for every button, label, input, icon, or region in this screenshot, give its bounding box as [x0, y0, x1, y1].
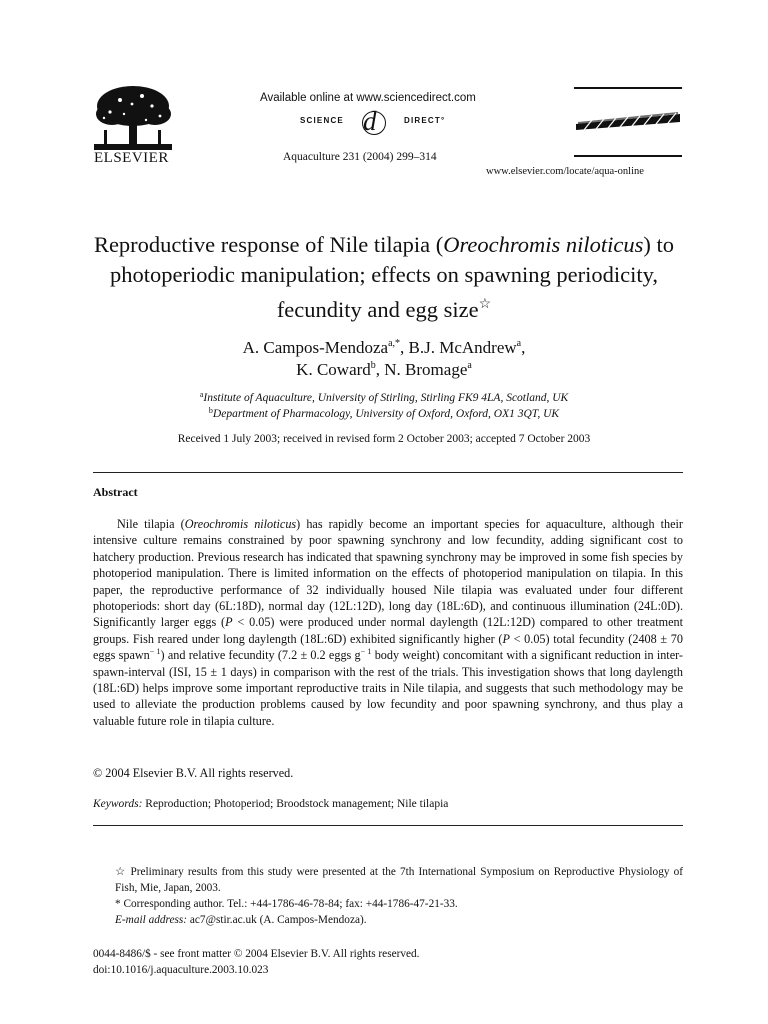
- abstract-superscript: − 1: [149, 647, 161, 657]
- front-matter: [93, 946, 420, 978]
- footnote-star-mark: ☆: [115, 866, 127, 878]
- abstract-body: [93, 516, 683, 729]
- author-affil-mark[interactable]: a: [467, 360, 472, 371]
- keywords-label: Keywords:: [93, 798, 143, 810]
- title-part1: Reproductive response of Nile tilapia (: [93, 232, 444, 257]
- author-name[interactable]: A. Campos-Mendoza: [242, 338, 389, 357]
- abstract-p-symbol: P: [225, 615, 233, 630]
- footnote-star: [93, 864, 683, 896]
- author-name[interactable]: B.J. McAndrew: [408, 338, 517, 357]
- abstract-text: ) has rapidly become an important species for aquaculture, although their intensive culture remains constrained by poor spawning synchrony and low fecundity, adding significant cost to hatchery production. Previous research has indicated that spawning synchrony may be improved in some fish species by photoperiod manipulation. There is limited information on the effects of photoperiod manipulation on tilapia. In this paper, the reproductive performance of 32 individually housed Nile tilapia was evaluated under four different photoperiods: short day (6L:18D), normal day (12L:12D), long day (18L:6D), and continuous illumination (24L:0D). Significantly larger eggs (: [93, 517, 683, 630]
- divider-bottom: [93, 825, 683, 826]
- article-title: [70, 230, 698, 325]
- email-label: E-mail address:: [115, 914, 188, 926]
- author-separator: ,: [521, 338, 526, 357]
- available-online-text: Available online at www.sciencedirect.com: [260, 92, 476, 104]
- affiliation-mark: a: [199, 390, 204, 399]
- author-affil-mark[interactable]: b: [370, 360, 376, 371]
- keywords-text: Reproduction; Photoperiod; Broodstock management; Nile tilapia: [142, 798, 449, 810]
- footnote-star-text: Preliminary results from this study were presented at the 7th International Symposium on Reproductive Physiology of Fish, Mie, Japan, 2003.: [115, 866, 683, 894]
- divider-top: [93, 472, 683, 473]
- footnotes: [93, 864, 683, 928]
- abstract-text: ) and relative fecundity (7.2 ± 0.2 eggs g: [160, 648, 361, 663]
- affiliations: [70, 390, 698, 422]
- sd-left-text: SCIENCE: [300, 116, 344, 125]
- journal-cover-graphic: [574, 84, 682, 160]
- affiliation-line: [70, 406, 698, 422]
- abstract-text: body weight) concomitant with a significant reduction in inter-spawn-interval (ISI, 15 ± 1 days) in comparison with the rest of the trials. This investigation shows that long daylength (18L:6D) helps improve some important reproductive traits in Nile tilapia, and suggests that such methodology may be used to alleviate the production problems caused by low fecundity and poor spawning synchrony, and thus play a valuable future role in tilapia culture.: [93, 648, 683, 728]
- author-separator: ,: [400, 338, 409, 357]
- title-part2: ) to photoperiodic manipulation; effects on spawning periodicity, fecundity and egg size: [110, 232, 675, 322]
- elsevier-tree-logo: [92, 84, 174, 152]
- sd-mark: d: [363, 106, 377, 136]
- affiliation-text: Department of Pharmacology, University of Oxford, Oxford, OX1 3QT, UK: [212, 408, 560, 420]
- author-affil-mark[interactable]: a,*: [388, 338, 401, 349]
- affiliation-line: [70, 390, 698, 406]
- abstract-heading: Abstract: [93, 485, 138, 499]
- journal-reference: Aquaculture 231 (2004) 299–314: [283, 151, 437, 163]
- abstract-copyright: © 2004 Elsevier B.V. All rights reserved.: [93, 766, 294, 780]
- author-list: [70, 337, 698, 381]
- received-dates: Received 1 July 2003; received in revised form 2 October 2003; accepted 7 October 2003: [177, 433, 591, 445]
- affiliation-text: Institute of Aquaculture, University of Stirling, Stirling FK9 4LA, Scotland, UK: [203, 392, 569, 404]
- issn-line: 0044-8486/$ - see front matter © 2004 Elsevier B.V. All rights reserved.: [93, 948, 420, 960]
- publisher-name: ELSEVIER: [94, 150, 169, 166]
- abstract-p-symbol: P: [502, 631, 510, 646]
- abstract-text: Nile tilapia (: [117, 517, 185, 531]
- abstract-superscript: − 1: [360, 647, 372, 657]
- sciencedirect-logo: [300, 108, 480, 138]
- journal-url[interactable]: www.elsevier.com/locate/aqua-online: [486, 166, 644, 177]
- footnote-email: [93, 912, 683, 928]
- email-address[interactable]: ac7@stir.ac.uk (A. Campos-Mendoza).: [187, 914, 367, 926]
- title-star-footnote-mark[interactable]: ☆: [478, 297, 492, 312]
- affiliation-mark: b: [208, 406, 213, 415]
- abstract-text: < 0.05) were produced under normal daylength (12L:12D) compared to other treatment groups. Fish reared under long daylength (18L:6D) exhibited significantly higher (: [93, 615, 683, 646]
- abstract-text: < 0.05) total fecundity (2408 ± 70 eggs spawn: [93, 631, 683, 663]
- author-name[interactable]: N. Bromage: [384, 360, 468, 379]
- author-name[interactable]: K. Coward: [296, 360, 371, 379]
- keywords: [93, 798, 448, 810]
- footnote-corresponding: * Corresponding author. Tel.: +44-1786-46-78-84; fax: +44-1786-47-21-33.: [115, 898, 458, 910]
- doi-line[interactable]: doi:10.1016/j.aquaculture.2003.10.023: [93, 964, 269, 976]
- abstract-species: Oreochromis niloticus: [184, 517, 297, 531]
- author-affil-mark[interactable]: a: [516, 338, 522, 349]
- sd-right-text: DIRECT°: [404, 116, 446, 125]
- title-species: Oreochromis niloticus: [443, 232, 644, 257]
- author-separator: ,: [375, 360, 385, 379]
